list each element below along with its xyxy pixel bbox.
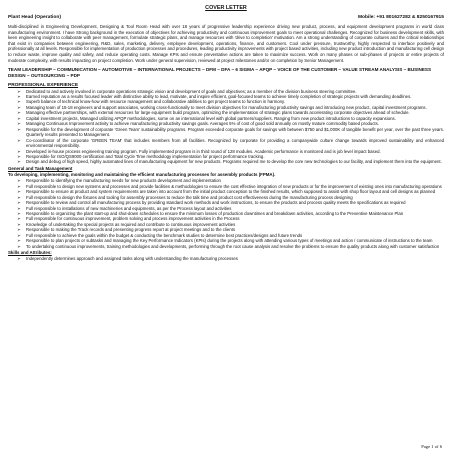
list-item-text: Responsible to organizing the plant start-up and shut-down schedules to ensure the minimum losses of production downtimes and breakdown activities, according to the Preventive Maintenance Plan <box>26 211 404 217</box>
list-item-text: Dedicated to and actively involved in corporate operations strategic vision and development of goals and objectives; as a member of the division business steering committee. <box>26 88 357 94</box>
arrow-bullet-icon: ➢ <box>17 115 21 121</box>
list-item-text: Co-coordinator of the corporate 'GREEN TEAM' that includes members from all facilities. Recognized by corporate for providing a companywide culture change towards improved sustainability and enhanced environmental responsibility. <box>26 137 444 149</box>
list-item-text: Responsible to making the Track records and presenting progress report at project meetings and to the clients <box>26 227 235 233</box>
header-row <box>8 15 444 20</box>
skills-heading: Skills and Attributes: <box>8 250 52 256</box>
list-item <box>8 244 444 249</box>
arrow-bullet-icon: ➢ <box>17 154 21 159</box>
list-item-text: Managing effective partnerships, with external resources for large equipment build program, optimizing the implementation of strategic plans towards accelerating corporate objectives ahead of schedule. <box>26 110 410 116</box>
arrow-bullet-icon: ➢ <box>17 137 21 143</box>
arrow-bullet-icon: ➢ <box>17 232 21 238</box>
list-item <box>8 138 444 149</box>
arrow-bullet-icon: ➢ <box>17 227 21 233</box>
general-task-list <box>8 178 444 249</box>
arrow-bullet-icon: ➢ <box>17 243 21 249</box>
list-item-text: Responsible for ISO/QS9000 certification and Total Cycle Time methodology implementation for project performance tracking. <box>26 154 265 159</box>
general-task-intro: To developing, implementing, monitoring and maintaining the efficient manufacturing processes for assembly products (FPMA). <box>8 171 276 177</box>
list-item-text: Superb balance of technical know-how with resource management and collaborative abilities to get project teams to function in harmony. <box>26 99 286 105</box>
list-item-text: Managing team of 15-18 engineers and support associates, working cross-functionally to meet division objectives for manufacturing productivity savings and introducing new product, capital investment programs. <box>26 104 427 110</box>
list-item-text: Responsible for the development of corporate 'Green Team' sustainability programs. Program exceeded corporate goals for savings with between $750 and $1,000K of tangible benefit per year, over the past three years. Quarterly results presented to Management. <box>26 126 444 138</box>
list-item-text: Independently determines approach and assigned tasks along with understanding the manufacturing processes <box>26 256 238 262</box>
list-item-text: Full responsible to achieve the goals within the budget & conducting the benchmark studies to determine best practices/designs and future trends <box>26 232 303 238</box>
arrow-bullet-icon: ➢ <box>17 126 21 132</box>
list-item-text: Earned reputation as a results focused leader with distinctive ability to lead, motivate, and inspire efficient, goal-focused teams to achieve timely completion of strategic projects with demanding deadlines. <box>26 94 412 100</box>
list-item <box>8 256 444 261</box>
keywords-tagline: TEAM LEADERSHIP ~ COMMUNICATION ~ AUTOMOTIVE ~ INTERNATIONAL PROJECTS ~ DFM ~ DFA ~ 6 SIGMA ~ APQP ~ VOICE OF THE CUSTOMER ~ VALUE STREAM ANALYSIS ~ BUSINESS DESIGN ~ OUTSOURCING ~ PDP <box>8 67 432 78</box>
arrow-bullet-icon: ➢ <box>17 88 21 94</box>
list-item <box>8 159 444 164</box>
list-item-text: To undertaking continuous improvements, training methodologies and developments, performing through the root cause analysis and resolve the problems to ensure the quality products along with customer satisfaction <box>26 243 440 249</box>
mobile-number: Mobile: +91 801627282 & 8250167915 <box>357 15 444 20</box>
list-item-text: Capital investment projects, Managed utilizing APQP methodologies, some on an international level with global partners/suppliers. Ranging from new product introductions to capacity expansions. <box>26 115 396 121</box>
list-item-text: Responsible to identifying the manufacturing needs for new products development and implementation <box>26 178 221 184</box>
arrow-bullet-icon: ➢ <box>17 238 21 244</box>
arrow-bullet-icon: ➢ <box>17 159 21 165</box>
arrow-bullet-icon: ➢ <box>17 194 21 200</box>
list-item-text: Full responsible to design the fixtures and tooling for assembly processes to reduce the talk time and product cost effectiveness during the manufacturing process designing <box>26 194 353 200</box>
list-item-text: Design and debug of high speed, highly automated lines of manufacturing equipment for new products. Programs required me to develop the core new technologies to our facility, and implement them into the equipment. <box>26 159 442 165</box>
list-item <box>8 127 444 138</box>
arrow-bullet-icon: ➢ <box>17 211 21 217</box>
general-task-heading: General and Task Management <box>8 165 73 171</box>
list-item-text: Responsible to ensure at product and system requirements are taken into account from the initial product conception to the finished results, which supposed to assist with shop floor layout and cell designs as planned <box>26 189 436 195</box>
arrow-bullet-icon: ➢ <box>17 216 21 222</box>
arrow-bullet-icon: ➢ <box>17 200 21 206</box>
arrow-bullet-icon: ➢ <box>17 148 21 154</box>
experience-list <box>8 89 444 165</box>
document-title: COVER LETTER <box>205 5 247 11</box>
arrow-bullet-icon: ➢ <box>17 99 21 105</box>
position-title: Plant Head (Operation) <box>8 15 61 20</box>
summary-paragraph: Multi-disciplined in Engineering Development, Designing & Tool Room Head with over 18 years of progressive leadership experience driving new product, process, and equipment development programs in world class manufacturing environment. I have Strong background in the execution of objectives for achieving productivity and continuous improvement goals to meet operational challenges. Recognized for business development skills, with keen engineering insight to collaborate with peer management, formulate strategic plans, and manage resources with 'drive to completion' motivation. Am a strong understanding of corporate cultures and the critical relationships that exist in companies between engineering, R&D, sales, marketing, delivery, employee development, operations, finance, and customers. Cool under pressure, trustworthy, highly respected to interface positively and professionally at all levels. Responsible for implementation of production processes and procedures, leading productivity improvements with project based activities, including new product introduction and manufacturing cell design to reduce waste, improve quality and safety, and reduce operating costs. Manage KPIs and ensure preventative actions are taken to maximize success. Work on many phases or sub-phases of projects or entire projects of moderate complexity, with results impacting on project completion. Work under general supervision, reviewed at project milestones and/or on completion by Senior Management. <box>8 24 444 63</box>
skills-list <box>8 256 444 261</box>
list-item-text: Full responsible for continuous improvement, problem solving and process improvement activities in the Process <box>26 216 240 222</box>
list-item-text: Full responsible to design new systems and processes and provide facilities & methodologies to ensure the cost effective integration of new products or for the improvement of existing ones into manufacturing operations <box>26 183 442 189</box>
list-item-text: Knowledge of undertaking the special projects as required and contribute to continuous improvement activities <box>26 221 236 227</box>
page-number: Page 1 of 6 <box>421 444 442 449</box>
arrow-bullet-icon: ➢ <box>17 189 21 195</box>
list-item-text: Responsible to review and control all manufacturing process by providing standard work methods and work instructions, to ensure the products and process quality meets the specifications as required <box>26 200 406 206</box>
arrow-bullet-icon: ➢ <box>17 94 21 100</box>
list-item-text: Managing Continuous Improvement activity to achieve manufacturing productivity savings goals. Averages 5% of cost of good sold annually on mostly mature commodity based products. <box>26 121 379 127</box>
arrow-bullet-icon: ➢ <box>17 183 21 189</box>
arrow-bullet-icon: ➢ <box>17 178 21 184</box>
arrow-bullet-icon: ➢ <box>17 110 21 116</box>
list-item-text: Developed in-house process engineering training program. Fully implemented program is in third round of 128 modules. Academic performance is monitored and is job level impact based. <box>26 148 381 154</box>
list-item-text: Full responsible to installations of new machineries and equipments, as per the Process layout and activities <box>26 205 232 211</box>
list-item-text: Responsible to plan projects or subtasks and managing the Key Performance Indicators (KPIs) during the projects along with attending various types of meetings and action / communicate of instructions to the team <box>26 238 433 244</box>
arrow-bullet-icon: ➢ <box>17 104 21 110</box>
experience-heading: PROFESSIONAL EXPERIENCE <box>8 82 79 88</box>
arrow-bullet-icon: ➢ <box>17 205 21 211</box>
arrow-bullet-icon: ➢ <box>17 121 21 127</box>
arrow-bullet-icon: ➢ <box>17 256 21 262</box>
arrow-bullet-icon: ➢ <box>17 221 21 227</box>
